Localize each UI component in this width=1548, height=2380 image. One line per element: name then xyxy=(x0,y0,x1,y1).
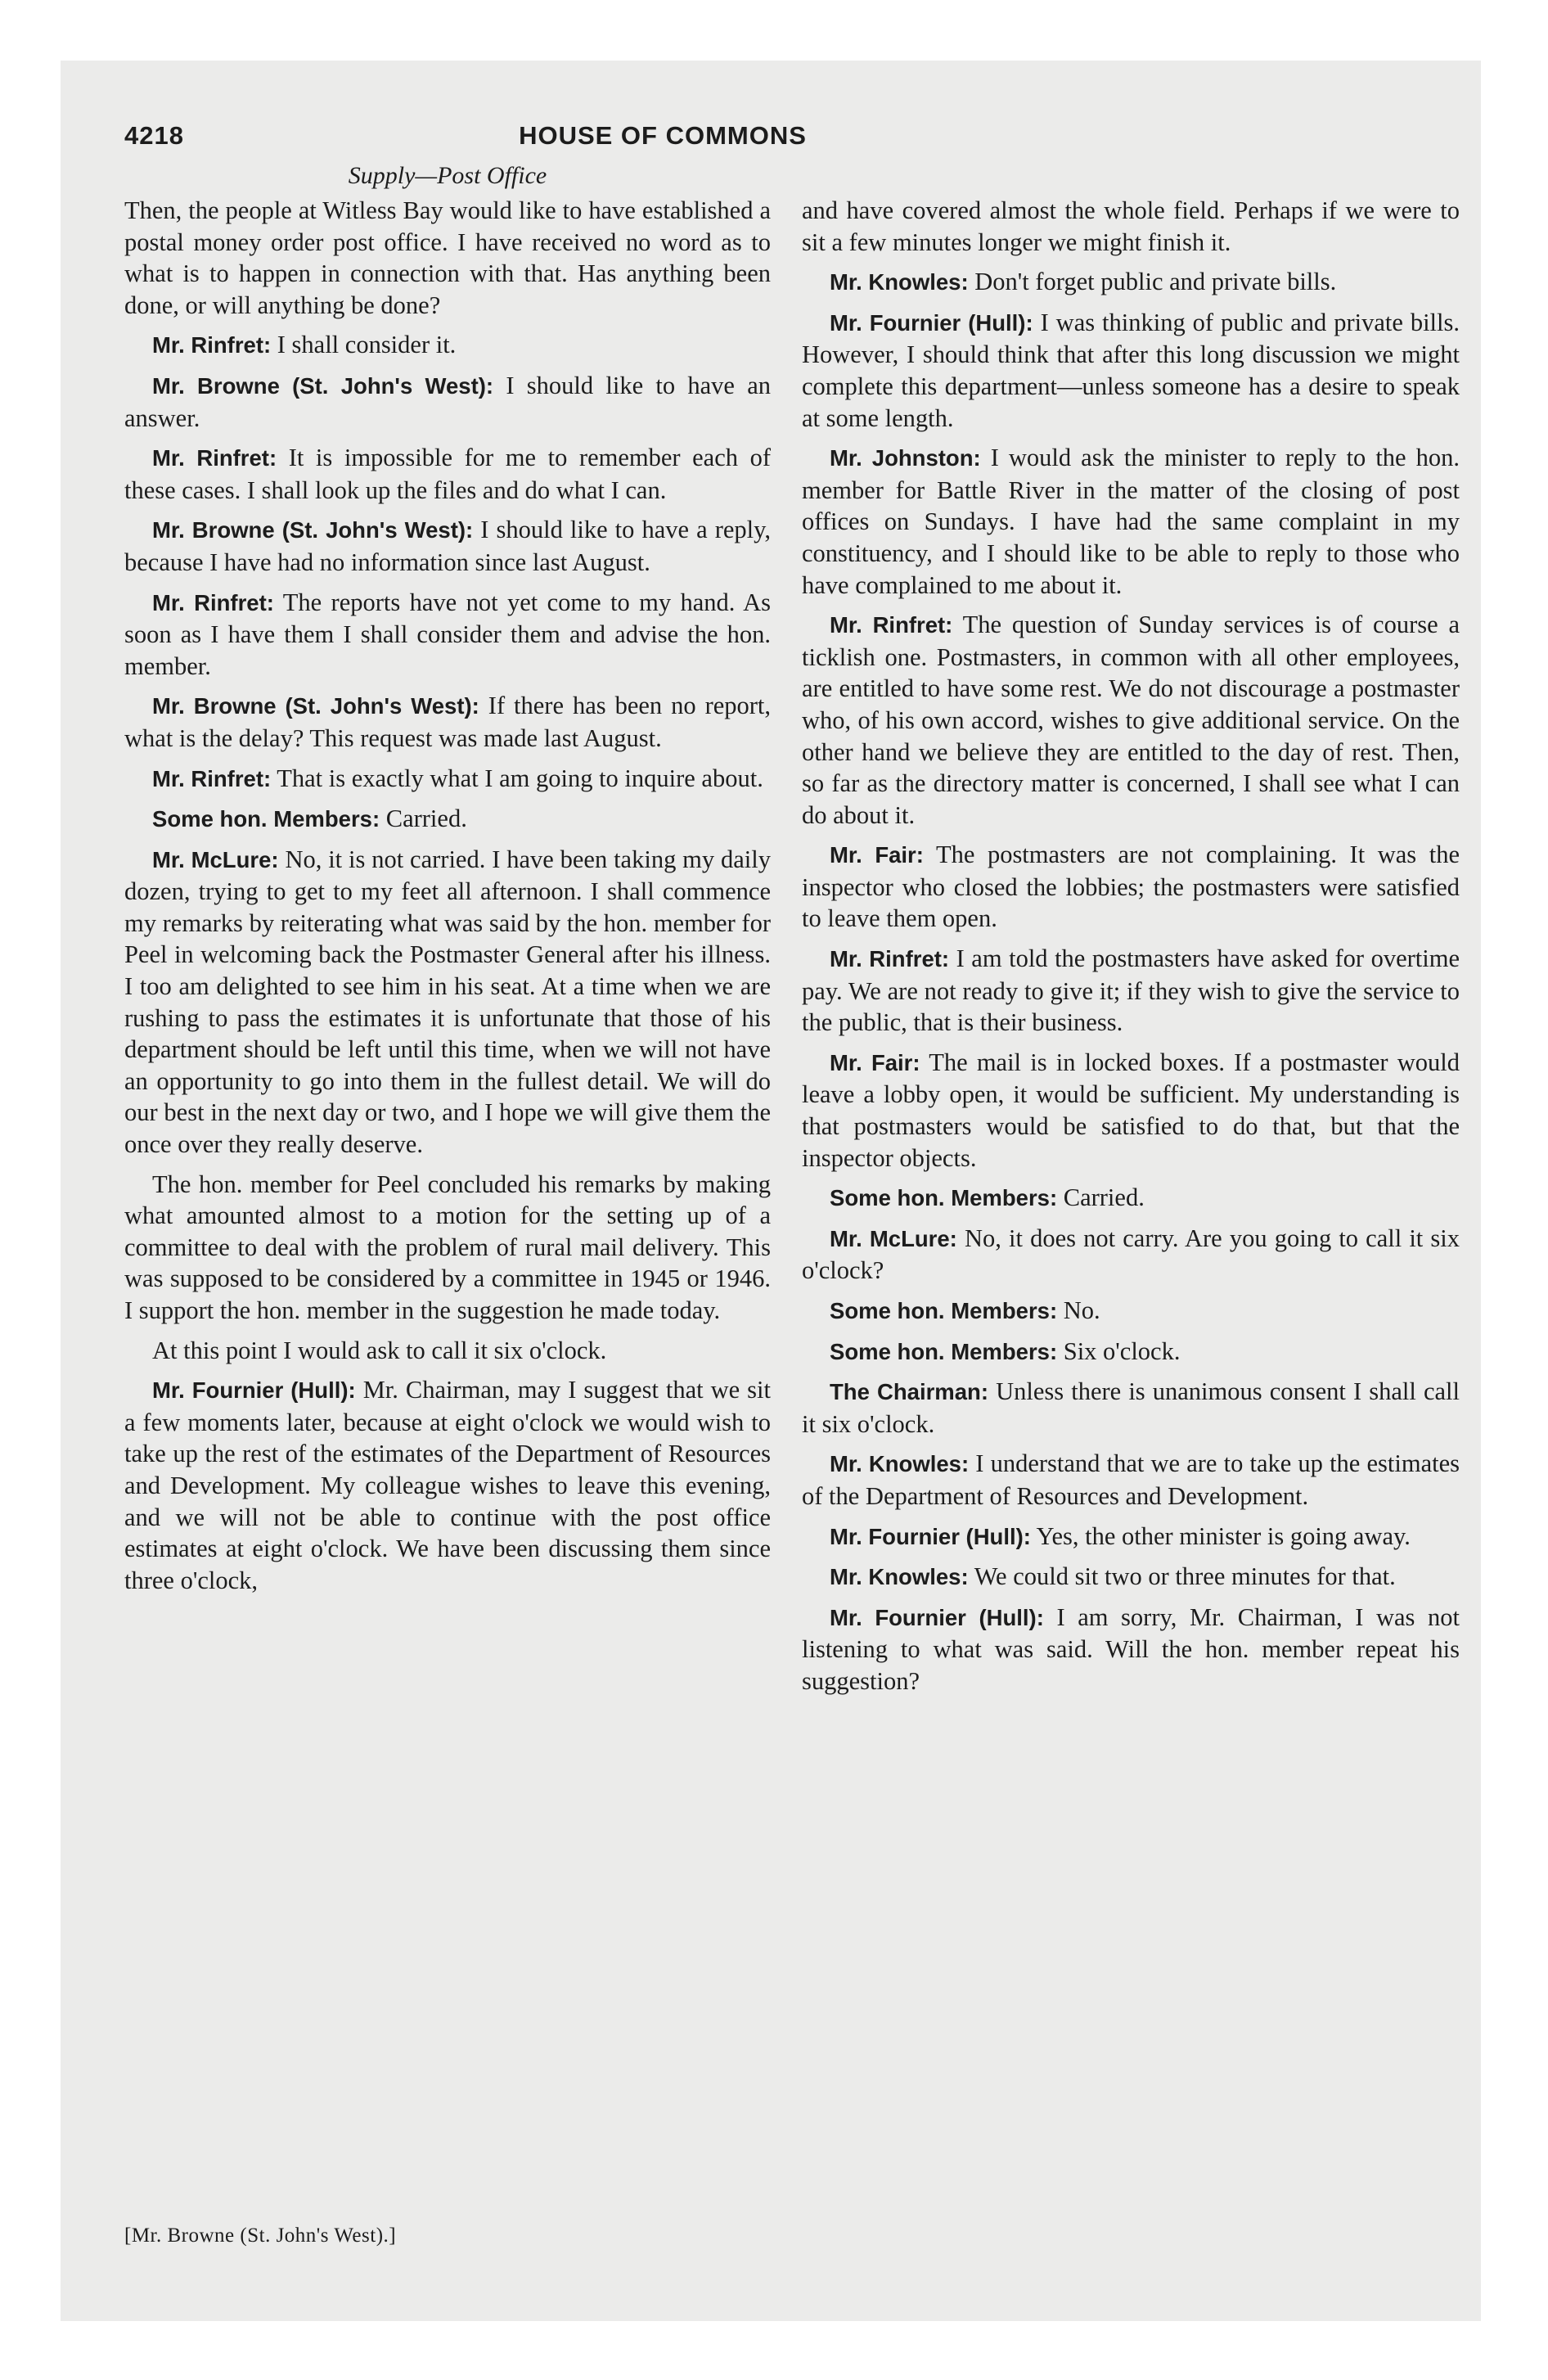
paragraph-text: Then, the people at Witless Bay would like to have established a postal money order post office. I have received no word as to what is to happen in connection with that. Has anything been done, or will anything be done? xyxy=(124,196,771,319)
paragraph-text: I should like to have a reply, because I have had no information since last August. xyxy=(124,516,772,576)
speaker-name: Mr. Rinfret: xyxy=(152,332,272,358)
speaker-name: Mr. Fair: xyxy=(830,842,924,868)
speaker-name: Some hon. Members: xyxy=(830,1338,1058,1364)
paragraph xyxy=(124,442,771,506)
paragraph-text: No. xyxy=(1063,1296,1100,1324)
paragraph-text: No, it does not carry. Are you going to call it six o'clock? xyxy=(802,1224,1460,1285)
paragraph-text: Yes, the other minister is going away. xyxy=(1036,1521,1411,1550)
paragraph xyxy=(802,1182,1460,1215)
left-column xyxy=(124,195,771,1604)
speaker-name: Mr. Rinfret: xyxy=(830,946,950,972)
paragraph-text: Six o'clock. xyxy=(1063,1336,1181,1365)
paragraph xyxy=(802,442,1460,601)
paragraph-text: The mail is in locked boxes. If a postmaster would leave a lobby open, it would be sufficient. My understanding is that postmasters would be satisfied to do that, but that the inspector objects. xyxy=(802,1048,1460,1172)
paragraph-text: I understand that we are to take up the estimates of the Department of Resources and Development. xyxy=(802,1449,1460,1510)
paragraph-text: That is exactly what I am going to inquire about. xyxy=(277,764,763,792)
speaker-name: Some hon. Members: xyxy=(830,1298,1058,1323)
paragraph-text: Mr. Chairman, may I suggest that we sit a few moments later, because at eight o'clock we would wish to take up the rest of the estimates of the Department of Resources and Development. My colleague wishes to leave this evening, and we will not be able to continue with the post office estimates at eight o'clock. We have been discussing them since three o'clock, xyxy=(124,1376,771,1594)
page-number: 4218 xyxy=(124,121,184,150)
paragraph-text: Don't forget public and private bills. xyxy=(974,268,1337,296)
paragraph-text: I am told the postmasters have asked for overtime pay. We are not ready to give it; if they wish to give the service to the public, that is their business. xyxy=(802,944,1460,1037)
section-title: Supply—Post Office xyxy=(348,162,547,189)
speaker-name: Mr. Knowles: xyxy=(830,269,969,295)
paragraph-text: and have covered almost the whole field. Perhaps if we were to sit a few minutes longer we might finish it. xyxy=(802,196,1460,256)
paragraph-text: I should like to have an answer. xyxy=(124,371,772,432)
paragraph-text: Carried. xyxy=(1063,1183,1145,1212)
paragraph xyxy=(124,1169,771,1327)
speaker-name: Mr. Johnston: xyxy=(830,445,981,471)
paragraph xyxy=(124,844,771,1161)
paragraph xyxy=(802,1448,1460,1512)
paragraph-text: We could sit two or three minutes for that. xyxy=(974,1562,1396,1591)
paragraph xyxy=(124,803,771,836)
paragraph xyxy=(802,1561,1460,1593)
running-head: HOUSE OF COMMONS xyxy=(519,121,807,150)
paragraph-text: It is impossible for me to remember each of these cases. I shall look up the files and do what I can. xyxy=(124,444,772,504)
paragraph xyxy=(802,195,1460,258)
speaker-name: Mr. Knowles: xyxy=(830,1564,969,1590)
speaker-name: Mr. Browne (St. John's West): xyxy=(152,693,479,719)
paragraph xyxy=(802,1223,1460,1287)
paragraph xyxy=(802,839,1460,935)
speaker-name: Some hon. Members: xyxy=(830,1185,1058,1211)
paragraph-text: The hon. member for Peel concluded his remarks by making what amounted almost to a motion for the setting up of a committee to deal with the problem of rural mail delivery. This was supposed to be considered by a committee in 1945 or 1946. I support the hon. member in the suggestion he made today. xyxy=(124,1170,771,1324)
paragraph xyxy=(124,690,771,754)
speaker-name: Mr. McLure: xyxy=(830,1225,957,1251)
paragraph-text: The postmasters are not complaining. It was the inspector who closed the lobbies; the postmasters were satisfied to leave them open. xyxy=(802,841,1460,933)
speaker-name: Mr. Browne (St. John's West): xyxy=(152,517,474,543)
speaker-name: Mr. Fair: xyxy=(830,1049,920,1075)
paragraph xyxy=(124,587,771,683)
right-column xyxy=(802,195,1460,1706)
paragraph xyxy=(802,266,1460,299)
paragraph-text: The reports have not yet come to my hand. As soon as I have them I shall consider them and advise the hon. member. xyxy=(124,588,772,680)
speaker-name: Mr. Fournier (Hull): xyxy=(152,1377,356,1404)
paragraph xyxy=(802,307,1460,434)
paragraph-text: At this point I would ask to call it six o'clock. xyxy=(152,1336,607,1364)
paragraph xyxy=(124,195,771,321)
speaker-name: Mr. Rinfret: xyxy=(152,445,277,471)
footer-note: [Mr. Browne (St. John's West).] xyxy=(124,2224,397,2247)
paragraph xyxy=(124,1335,771,1367)
speaker-name: Mr. Rinfret: xyxy=(152,589,274,615)
paragraph xyxy=(802,1295,1460,1327)
paragraph xyxy=(802,609,1460,831)
paragraph-text: Carried. xyxy=(385,805,467,833)
speaker-name: Mr. Browne (St. John's West): xyxy=(152,372,494,399)
paragraph-text: I was thinking of public and private bills. However, I should think that after this long discussion we might complete this department—unless someone has a desire to speak at some length. xyxy=(802,308,1460,432)
paragraph xyxy=(802,1047,1460,1174)
speaker-name: Mr. Knowles: xyxy=(830,1451,970,1477)
paragraph-text: The question of Sunday services is of course a ticklish one. Postmasters, in common with all other employees, are entitled to have some rest. We do not discourage a postmaster who, of his own accord, wishes to give additional service. On the other hand we believe they are entitled to the day of rest. Then, so far as the directory matter is concerned, I shall see what I can do about it. xyxy=(802,611,1460,829)
paragraph-text: If there has been no report, what is the delay? This request was made last August. xyxy=(124,692,772,752)
paragraph xyxy=(802,1602,1460,1697)
paragraph xyxy=(124,1374,771,1596)
paragraph xyxy=(802,1376,1460,1440)
paragraph-text: I am sorry, Mr. Chairman, I was not listening to what was said. Will the hon. member repeat his suggestion? xyxy=(802,1602,1460,1695)
paragraph xyxy=(802,943,1460,1039)
speaker-name: Mr. McLure: xyxy=(152,846,279,872)
paragraph xyxy=(802,1336,1460,1368)
paragraph xyxy=(124,514,771,578)
speaker-name: Mr. Fournier (Hull): xyxy=(830,1523,1031,1549)
speaker-name: The Chairman: xyxy=(830,1379,989,1405)
speaker-name: Mr. Fournier (Hull): xyxy=(830,1604,1044,1630)
speaker-name: Mr. Rinfret: xyxy=(830,612,953,638)
paragraph xyxy=(124,763,771,796)
paragraph-text: No, it is not carried. I have been taking my daily dozen, trying to get to my feet all afternoon. I shall commence my remarks by reiterating what was said by the hon. member for Peel in welcoming back the Postmaster General after his illness. I too am delighted to see him in his seat. At a time when we are rushing to pass the estimates it is unfortunate that those of his department should be left until this time, when we will not have an opportunity to go into them in the fullest detail. We will do our best in the next day or two, and I hope we will give them the once over they really deserve. xyxy=(124,845,771,1159)
paragraph-text: I shall consider it. xyxy=(277,331,457,359)
paragraph xyxy=(124,329,771,362)
paragraph xyxy=(124,370,771,434)
paragraph-text: Unless there is unanimous consent I shall call it six o'clock. xyxy=(802,1377,1460,1438)
paragraph-text: I would ask the minister to reply to the hon. member for Battle River in the matter of the closing of post offices on Sundays. I have had the same complaint in my constituency, and I should like to be able to reply to those who have complained to me about it. xyxy=(802,444,1460,599)
paragraph xyxy=(802,1521,1460,1553)
speaker-name: Mr. Fournier (Hull): xyxy=(830,309,1033,336)
speaker-name: Some hon. Members: xyxy=(152,806,380,832)
speaker-name: Mr. Rinfret: xyxy=(152,765,272,791)
